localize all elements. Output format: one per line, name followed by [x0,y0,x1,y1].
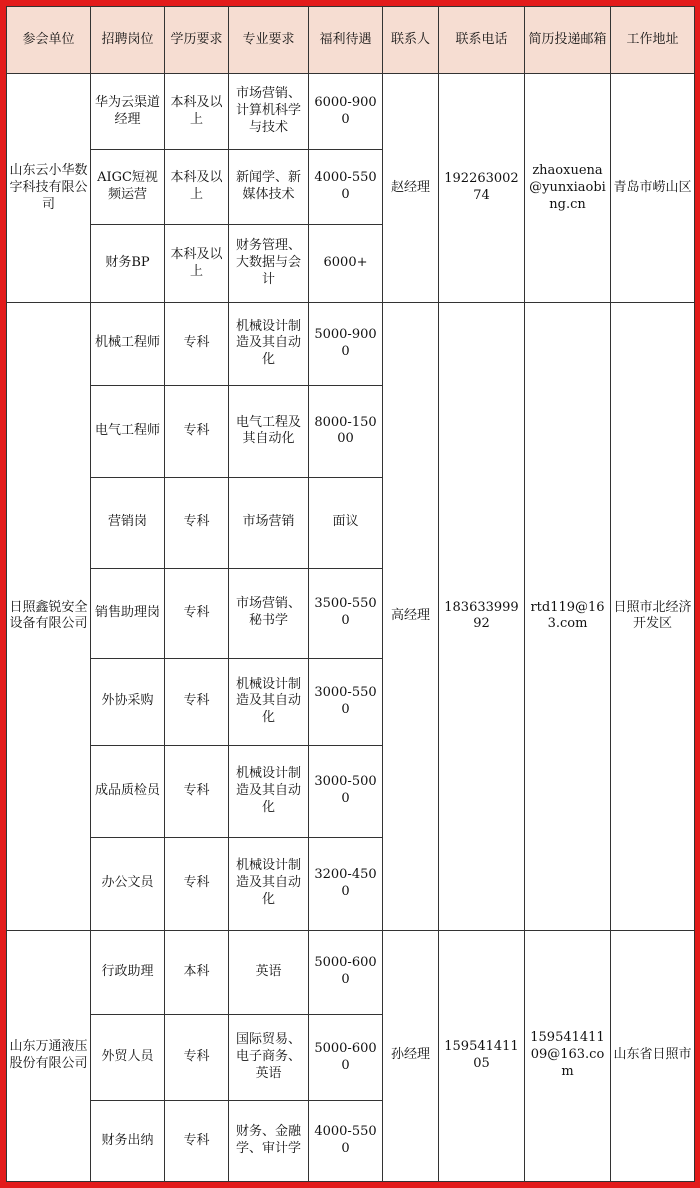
contact-email: 15954141109@163.com [525,930,611,1181]
contact-person: 赵经理 [383,74,439,303]
job-major: 财务、金融学、审计学 [229,1101,309,1182]
job-title: 行政助理 [91,930,165,1014]
job-education: 本科及以上 [165,74,229,150]
header-education: 学历要求 [165,7,229,74]
header-contact: 联系人 [383,7,439,74]
header-position: 招聘岗位 [91,7,165,74]
work-address: 青岛市崂山区 [611,74,695,303]
job-salary: 3200-4500 [309,838,383,931]
table-row [7,303,695,385]
job-salary: 6000-9000 [309,74,383,150]
job-title: 营销岗 [91,478,165,568]
job-major: 机械设计制造及其自动化 [229,659,309,745]
header-phone: 联系电话 [439,7,525,74]
header-salary: 福利待遇 [309,7,383,74]
contact-email: zhaoxuena@yunxiaobing.cn [525,74,611,303]
job-major: 市场营销、秘书学 [229,568,309,658]
job-title: AIGC短视频运营 [91,150,165,224]
recruitment-table [6,6,695,1182]
job-title: 华为云渠道经理 [91,74,165,150]
job-education: 专科 [165,568,229,658]
job-major: 财务管理、大数据与会计 [229,224,309,302]
job-major: 市场营销、计算机科学与技术 [229,74,309,150]
job-salary: 5000-6000 [309,930,383,1014]
job-salary: 3500-5500 [309,568,383,658]
header-row [7,7,695,74]
job-major: 国际贸易、电子商务、英语 [229,1015,309,1101]
job-title: 财务BP [91,224,165,302]
job-major: 机械设计制造及其自动化 [229,303,309,385]
job-major: 市场营销 [229,478,309,568]
table-row [7,74,695,150]
job-title: 电气工程师 [91,385,165,478]
job-education: 专科 [165,1015,229,1101]
job-education: 专科 [165,478,229,568]
job-salary: 8000-15000 [309,385,383,478]
job-education: 专科 [165,838,229,931]
job-salary: 5000-6000 [309,1015,383,1101]
job-education: 本科及以上 [165,150,229,224]
contact-email: rtd119@163.com [525,303,611,930]
header-company: 参会单位 [7,7,91,74]
job-salary: 6000+ [309,224,383,302]
job-education: 专科 [165,659,229,745]
job-salary: 4000-5500 [309,150,383,224]
job-salary: 3000-5500 [309,659,383,745]
job-major: 新闻学、新媒体技术 [229,150,309,224]
job-major: 机械设计制造及其自动化 [229,745,309,838]
contact-phone: 15954141105 [439,930,525,1181]
job-education: 专科 [165,385,229,478]
company-name: 山东万通液压股份有限公司 [7,930,91,1181]
job-title: 外协采购 [91,659,165,745]
header-email: 简历投递邮箱 [525,7,611,74]
job-major: 机械设计制造及其自动化 [229,838,309,931]
work-address: 日照市北经济开发区 [611,303,695,930]
job-education: 专科 [165,303,229,385]
job-education: 专科 [165,1101,229,1182]
job-education: 本科及以上 [165,224,229,302]
company-name: 日照鑫锐安全设备有限公司 [7,303,91,930]
header-address: 工作地址 [611,7,695,74]
job-salary: 面议 [309,478,383,568]
job-title: 成品质检员 [91,745,165,838]
contact-person: 高经理 [383,303,439,930]
work-address: 山东省日照市 [611,930,695,1181]
job-title: 机械工程师 [91,303,165,385]
job-title: 办公文员 [91,838,165,931]
table-frame [6,6,694,1182]
job-major: 电气工程及其自动化 [229,385,309,478]
company-name: 山东云小华数字科技有限公司 [7,74,91,303]
job-title: 外贸人员 [91,1015,165,1101]
job-major: 英语 [229,930,309,1014]
contact-phone: 19226300274 [439,74,525,303]
contact-phone: 18363399992 [439,303,525,930]
job-title: 销售助理岗 [91,568,165,658]
table-row [7,930,695,1014]
job-education: 专科 [165,745,229,838]
job-salary: 5000-9000 [309,303,383,385]
job-education: 本科 [165,930,229,1014]
header-major: 专业要求 [229,7,309,74]
job-salary: 3000-5000 [309,745,383,838]
job-salary: 4000-5500 [309,1101,383,1182]
contact-person: 孙经理 [383,930,439,1181]
job-title: 财务出纳 [91,1101,165,1182]
